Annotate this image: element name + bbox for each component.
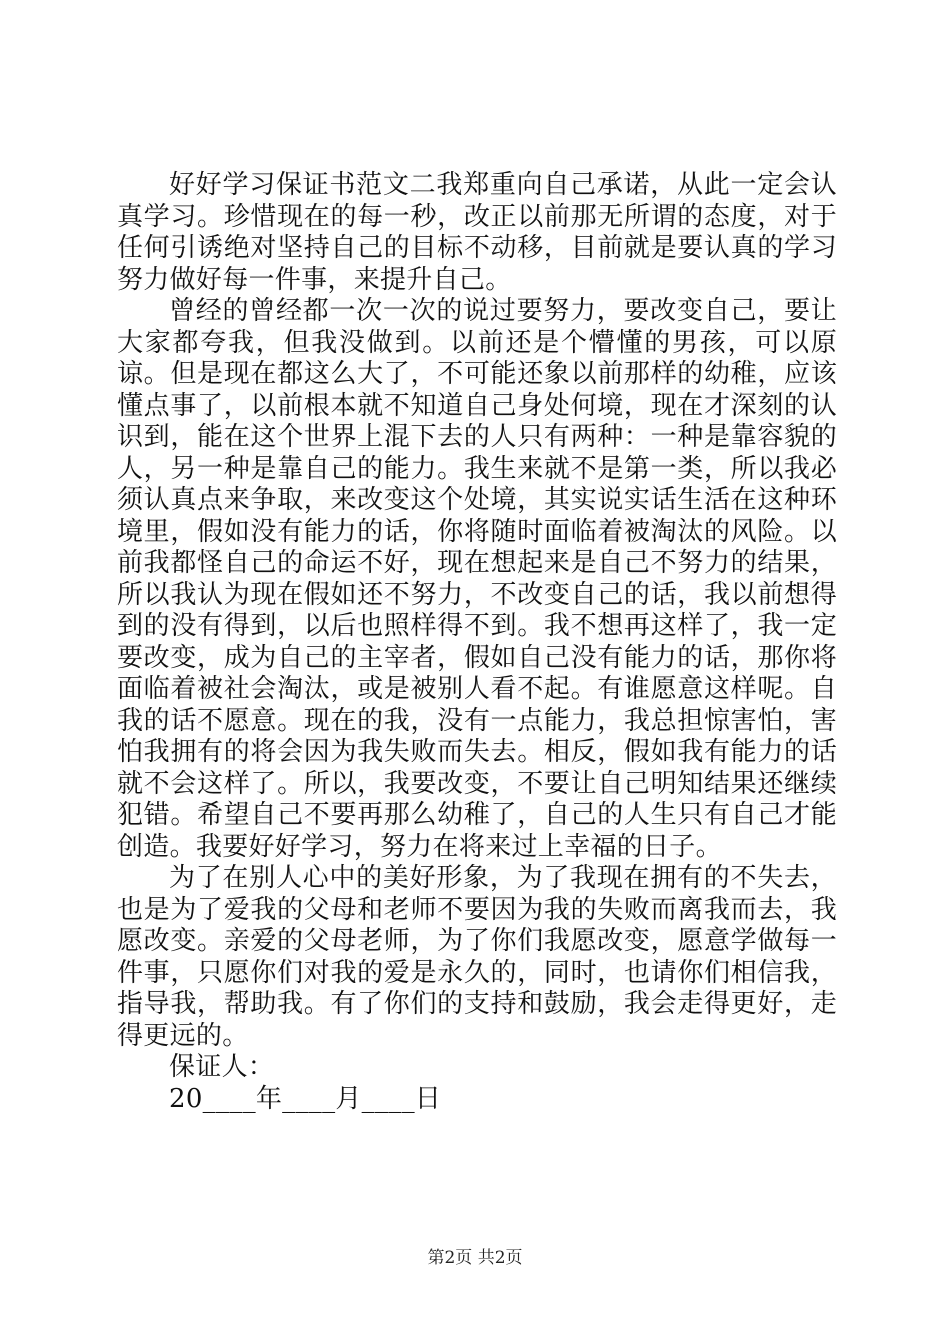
paragraph-3: 为了在别人心中的美好形象，为了我现在拥有的不失去，也是为了爱我的父母和老师不要因为我的失败而离我而去，我愿改变。亲爱的父母老师，为了你们我愿改变，愿意学做每一件事，只愿你们对我的爱是永久的，同时，也请你们相信我，指导我，帮助我。有了你们的支持和鼓励，我会走得更好，走得更远的。 (117, 863, 837, 1051)
page-footer: 第2页 共2页 (427, 1248, 523, 1268)
paragraph-1: 好好学习保证书范文二我郑重向自己承诺，从此一定会认真学习。珍惜现在的每一秒，改正以前那无所谓的态度，对于任何引诱绝对坚持自己的目标不动移，目前就是要认真的学习努力做好每一件事，来提升自己。 (117, 170, 837, 295)
paragraph-2: 曾经的曾经都一次一次的说过要努力，要改变自己，要让大家都夸我，但我没做到。以前还是个懵懂的男孩，可以原谅。但是现在都这么大了，不可能还象以前那样的幼稚，应该懂点事了，以前根本就不知道自己身处何境，现在才深刻的认识到，能在这个世界上混下去的人只有两种：一种是靠容貌的人，另一种是靠自己的能力。我生来就不是第一类，所以我必须认真点来争取，来改变这个处境，其实说实话生活在这种环境里，假如没有能力的话，你将随时面临着被淘汰的风险。以前我都怪自己的命运不好，现在想起来是自己不努力的结果，所以我认为现在假如还不努力，不改变自己的话，我以前想得到的没有得到，以后也照样得不到。我不想再这样了，我一定要改变，成为自己的主宰者，假如自己没有能力的话，那你将面临着被社会淘汰，或是被别人看不起。有谁愿意这样呢。自我的话不愿意。现在的我，没有一点能力，我总担惊害怕，害怕我拥有的将会因为我失败而失去。相反，假如我有能力的话就不会这样了。所以，我要改变，不要让自己明知结果还继续犯错。希望自己不要再那么幼稚了，自己的人生只有自己才能创造。我要好好学习，努力在将来过上幸福的日子。 (117, 296, 837, 862)
date-line: 20____年____月____日 (169, 1083, 442, 1114)
document-body (117, 170, 837, 1115)
signer-label: 保证人： (169, 1052, 275, 1082)
